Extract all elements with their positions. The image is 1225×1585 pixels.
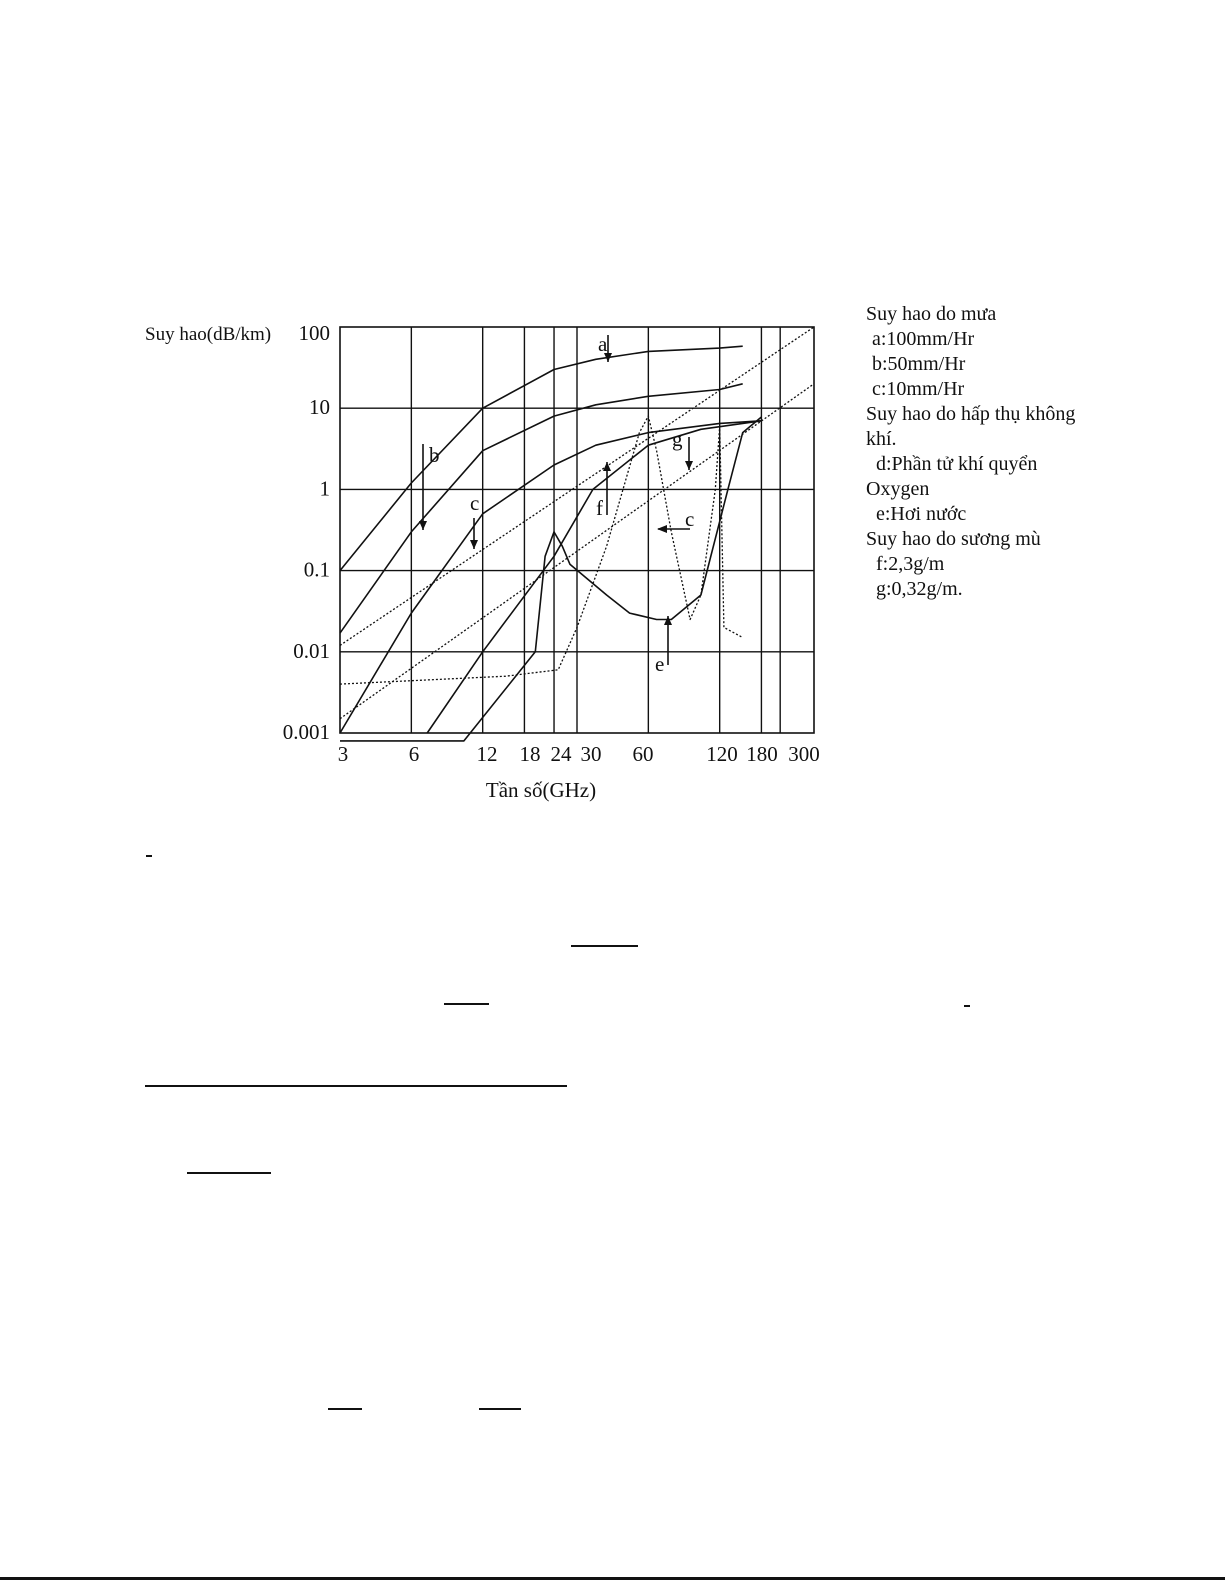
underline-mark: [479, 1408, 521, 1410]
y-tick-label: 0.001: [282, 720, 330, 744]
underline-mark: [964, 1005, 970, 1007]
y-tick-label: 1: [319, 476, 330, 501]
legend-rain-heading: Suy hao do mưa: [866, 303, 997, 325]
annotation-label: b: [429, 443, 440, 467]
legend-item-a: a:100mm/Hr: [872, 328, 975, 350]
underline-mark: [328, 1408, 362, 1410]
arrow-head: [603, 462, 611, 471]
series-e: [340, 417, 761, 741]
underline-mark: [444, 1003, 489, 1005]
y-tick-label: 100: [298, 321, 330, 345]
legend-fog-heading: Suy hao do sương mù: [866, 528, 1041, 550]
y-tick-label: 10: [309, 395, 330, 420]
annotation-label: c: [685, 507, 695, 531]
arrow-head: [419, 521, 427, 530]
underline-mark: [571, 945, 638, 947]
annotation-label: f: [596, 496, 603, 520]
legend-oxygen: Oxygen: [866, 478, 930, 500]
annotation-label: a: [598, 332, 608, 356]
series-d: [427, 421, 761, 733]
chart-annotations: [419, 332, 694, 676]
x-tick-label: 30: [580, 742, 602, 766]
annotation-label: e: [655, 652, 665, 676]
underline-mark: [146, 855, 152, 857]
annotation-label: c: [470, 491, 480, 515]
x-tick-label: 300: [788, 742, 820, 766]
legend-item-e: e:Hơi nước: [876, 503, 967, 525]
series-f: [340, 416, 743, 684]
arrow-head: [470, 540, 478, 549]
legend-item-d: d:Phần tử khí quyển: [876, 453, 1038, 475]
underline-mark: [187, 1172, 271, 1174]
y-tick-label: 0.1: [303, 557, 330, 582]
legend-air-heading-cont: khí.: [866, 428, 897, 450]
arrow-head: [657, 525, 667, 533]
series-a: [340, 346, 743, 570]
x-tick-label: 24: [550, 742, 572, 766]
x-tick-label: 18: [519, 742, 541, 766]
series-c: [340, 421, 761, 733]
annotation-label: g: [672, 427, 683, 451]
chart-tick-labels: [283, 321, 820, 766]
attenuation-chart: [0, 0, 866, 820]
arrow-head: [664, 616, 672, 625]
x-axis-label: Tần số(GHz): [485, 778, 597, 802]
legend-item-c: c:10mm/Hr: [872, 378, 965, 400]
underline-mark: [145, 1085, 567, 1087]
x-tick-label: 3: [337, 742, 349, 766]
x-tick-label: 180: [746, 742, 778, 766]
x-tick-label: 120: [706, 742, 738, 766]
legend-air-heading: Suy hao do hấp thụ không: [866, 403, 1076, 425]
legend-item-b: b:50mm/Hr: [872, 353, 966, 375]
y-axis-label: Suy hao(dB/km): [145, 324, 272, 345]
legend-item-g: g:0,32g/m.: [876, 578, 963, 600]
arrow-head: [685, 461, 693, 470]
legend-item-f: f:2,3g/m: [876, 553, 945, 575]
chart-legend: [866, 302, 1225, 602]
y-tick-label: 0.01: [293, 638, 330, 663]
page-bottom-border: [0, 1577, 1225, 1580]
x-tick-label: 60: [632, 742, 654, 766]
x-tick-label: 12: [476, 742, 498, 766]
x-tick-label: 6: [408, 742, 420, 766]
chart-grid: [340, 327, 814, 733]
